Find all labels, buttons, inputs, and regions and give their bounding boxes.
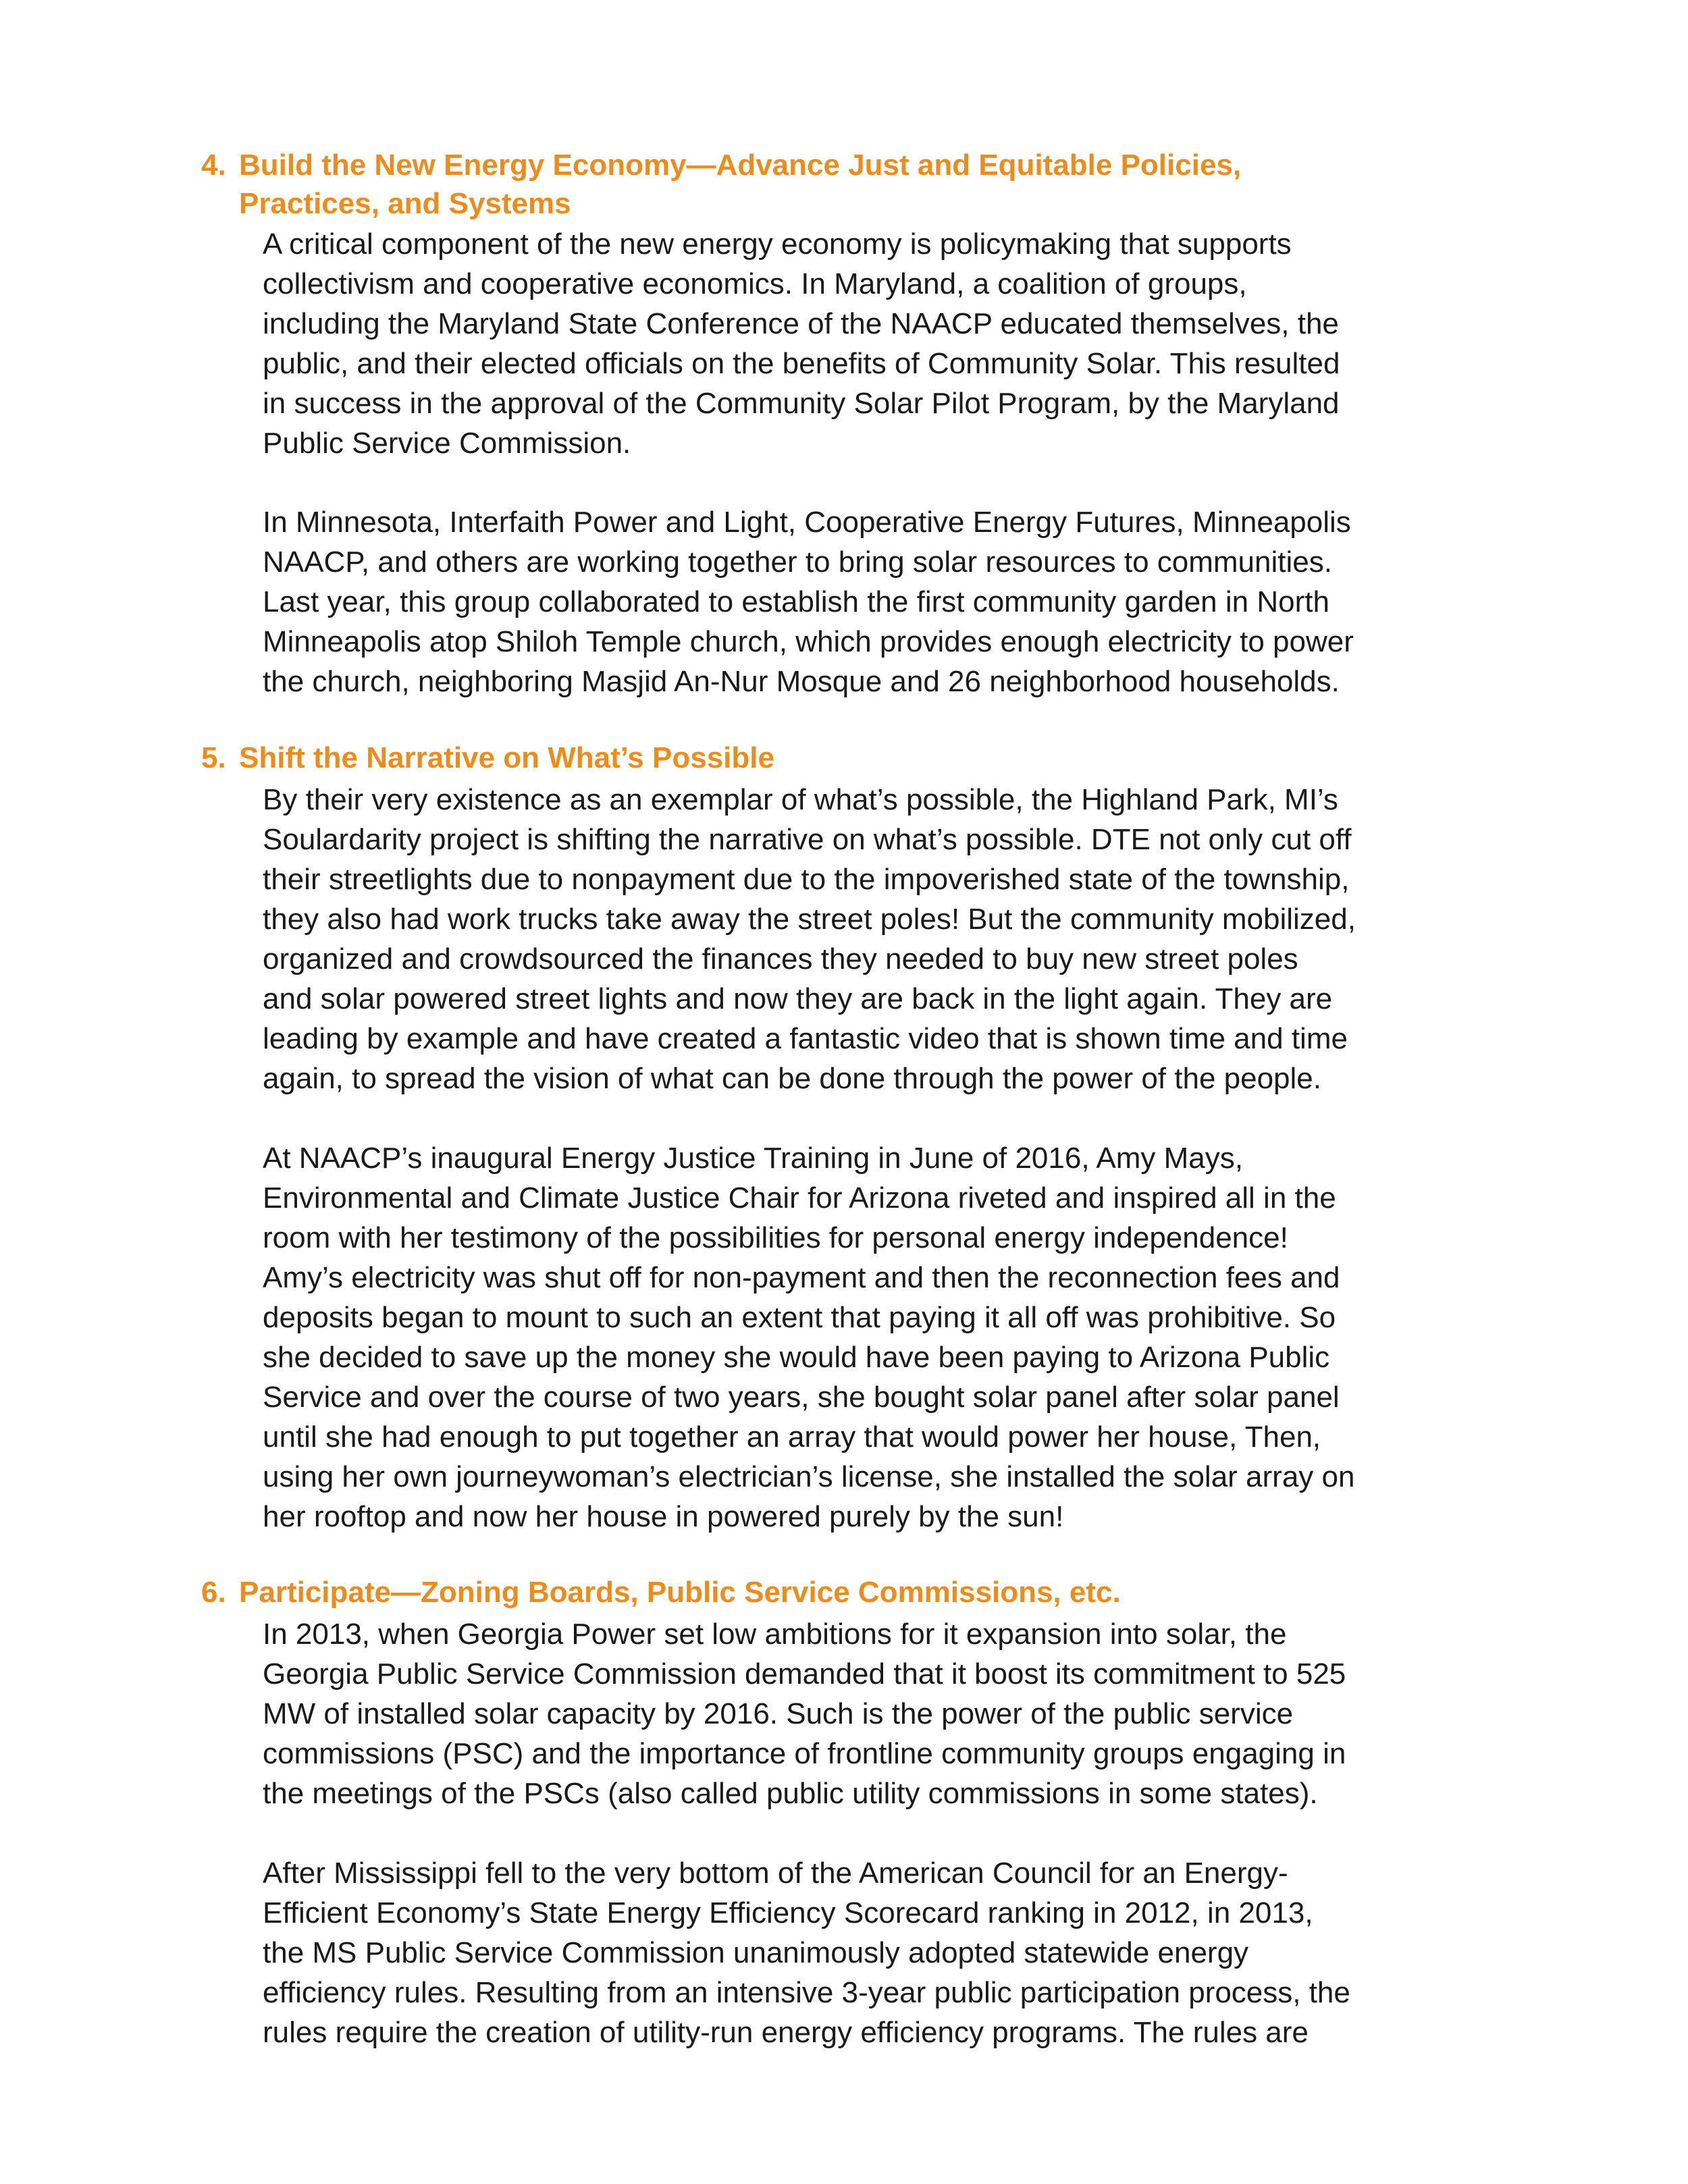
section-5-heading — [201, 739, 1484, 777]
section-4-number: 4. — [201, 149, 226, 182]
section-4-heading-line2: Practices, and Systems — [239, 187, 571, 220]
section-5-number: 5. — [201, 741, 226, 774]
section-6-paragraph-1: In 2013, when Georgia Power set low ambitions for it expansion into solar, the Georgia Public Service Commission demanded that it boost its commitment to 525 MW of installed solar capacity by 2016. Such is the power of the public service commissions (PSC) and the importance of frontline community groups engaging in the meetings of the PSCs (also called public utility commissions in some states). — [263, 1618, 1346, 1810]
section-5-heading-line1: Shift the Narrative on What’s Possible — [239, 741, 774, 774]
section-6-heading-line1: Participate—Zoning Boards, Public Service Commissions, etc. — [239, 1576, 1121, 1609]
section-4-paragraph-1: A critical component of the new energy economy is policymaking that supports collectivism and cooperative economics. In Maryland, a coalition of groups, including the Maryland State Conference of the NAACP educated themselves, the public, and their elected officials on the benefits of Community Solar. This resulted in success in the approval of the Community Solar Pilot Program, by the Maryland Public Service Commission. — [263, 228, 1340, 460]
section-5-paragraph-1: By their very existence as an exemplar of what’s possible, the Highland Park, MI’s Soulardarity project is shifting the narrative on what’s possible. DTE not only cut off their streetlights due to nonpayment due to the impoverished state of the township, they also had work trucks take away the street poles! But the community mobilized, organized and crowdsourced the finances they needed to buy new street poles and solar powered street lights and now they are back in the light again. They are leading by example and have created a fantastic video that is shown time and time again, to spread the vision of what can be done through the power of the people. — [263, 783, 1356, 1095]
section-6-paragraph-2: After Mississippi fell to the very bottom of the American Council for an Energy- Efficient Economy’s State Energy Efficiency Scorecard ranking in 2012, in 2013, the MS Public Service Commission unanimously adopted statewide energy efficiency rules. Resulting from an intensive 3-year public participation process, the rules require the creation of utility-run energy efficiency programs. The rules are — [263, 1857, 1350, 2049]
section-4-heading — [201, 146, 1484, 223]
section-4-heading-line1: Build the New Energy Economy—Advance Just and Equitable Policies, — [239, 149, 1242, 182]
section-6-heading — [201, 1573, 1484, 1612]
section-4-paragraph-2: In Minnesota, Interfaith Power and Light, Cooperative Energy Futures, Minneapolis NAACP, and others are working together to bring solar resources to communities. Last year, this group collaborated to establish the first community garden in North Minneapolis atop Shiloh Temple church, which provides enough electricity to power the church, neighboring Masjid An-Nur Mosque and 26 neighborhood households. — [263, 506, 1354, 698]
section-5-paragraph-2: At NAACP’s inaugural Energy Justice Training in June of 2016, Amy Mays, Environmental and Climate Justice Chair for Arizona riveted and inspired all in the room with her testimony of the possibilities for personal energy independence! Amy’s electricity was shut off for non-payment and then the reconnection fees and deposits began to mount to such an extent that paying it all off was prohibitive. So she decided to save up the money she would have been paying to Arizona Public Service and over the course of two years, she bought solar panel after solar panel until she had enough to put together an array that would power her house, Then, using her own journeywoman’s electrician’s license, she installed the solar array on her rooftop and now her house in powered purely by the sun! — [263, 1142, 1355, 1533]
section-6-number: 6. — [201, 1576, 226, 1609]
